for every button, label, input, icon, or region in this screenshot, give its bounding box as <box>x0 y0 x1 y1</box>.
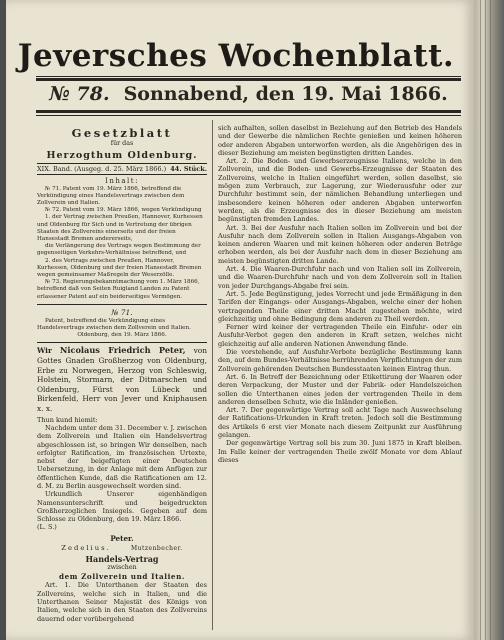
treaty-paragraph: Ferner wird keiner der vertragenden Theile ein Einfuhr- oder ein Ausfuhr-Verbot gegen den anderen in Kraft setzen, welches nicht gleichzeitig auf alle anderen Nationen Anwendung fände. <box>218 323 462 348</box>
treaty-paragraph: Art. 6. In Betreff der Bezeichnung oder Etikettirung der Waaren oder deren Verpackung, der Muster und der Fabrik- oder Handelszeichen sollen die Unterthanen eines jeden der vertragenden Theile in dem anderen denselben Schutz, wie die Inländer genießen. <box>218 372 462 406</box>
treaty-paragraph: Art. 3. Bei der Ausfuhr nach Italien sollen im Zollverein und bei der Ausfuhr nach dem Zollverein sollen in Italien Ausgangs-Abgaben von keinen anderen Waaren und mit keinen höheren oder anderen Beträge erhoben werden, als bei der Ausfuhr nach dem in dieser Beziehung am meisten begünstigten dritten Lande. <box>218 223 462 265</box>
decree-opening <box>37 346 207 413</box>
masthead-rule-top <box>36 76 461 77</box>
decree-countersign <box>37 544 207 552</box>
treaty-paragraph: Art. 2. Die Boden- und Gewerbserzeugnisse Italiens, welche in den Zollverein, und die Boden- und Gewerbs-Erzeugnisse der Staaten des Zollvereins, welche in Italien eingeführt werden, sollen daselbst, sie mögen zum Verbrauch, zur Lagerung, zur Wiederausfuhr oder zur Durchfuhr bestimmt sein, der nämlichen Behandlung unterliegen und insbesondere keinen höheren oder anderen Abgaben unterworfen werden, als die Erzeugnisse des in dieser Beziehung am meisten begünstigten fremden Landes. <box>218 157 462 224</box>
issue-number: № 78. <box>49 83 110 105</box>
column-divider <box>212 120 213 630</box>
treaty-paragraph: Art. 5. Jede Begünstigung, jedes Vorrecht und jede Ermäßigung in den Tarifen der Eingangs- oder Ausgangs-Abgaben, welche einer der hohen vertragenden Theile einer dritten Macht zugestehen möchte, wird gleichzeitig und ohne Bedingung dem anderen zu Theil werden. <box>218 289 462 323</box>
decree-close: Urkundlich Unserer eigenhändigen Namensunterschrift und beigedruckten Großherzoglichen Insiegels. Gegeben auf dem Schlosse zu Oldenburg, den 19. März 1866. <box>37 490 207 524</box>
separator <box>37 304 207 305</box>
gazette-for: für das <box>110 140 134 147</box>
contents-item: 2. des Vertrags zwischen Preußen, Hannover, Kurhessen, Oldenburg und der freien Hansestadt Bremen wegen gemeinsamer Maßregeln der Weserzölle. <box>37 257 202 279</box>
right-column <box>218 124 462 636</box>
contents-item: № 72. Patent vom 19. März 1866, wegen Verkündigung <box>45 207 202 214</box>
decree-announce: Thun kund hiemit: <box>37 415 98 424</box>
contents-item: № 71. Patent vom 19. März 1866, betreffend die Verkündigung eines Handelsvertrags zwischen dem Zollverein und Italien. <box>37 185 185 206</box>
treaty-article-1: Art. 1. Die Unterthanen der Staaten des Zollvereins, welche sich in Italien, und die Unterthanen Seiner Majestät des Königs von Italien, welche sich in den Staaten des Zollvereins dauernd oder vorübergehend <box>37 581 207 623</box>
issue-dateline: Sonnabend, den 19. Mai 1866. <box>123 83 448 105</box>
issue-line <box>36 80 461 108</box>
patent-number: № 71. <box>111 307 133 317</box>
gazette-duchy: Herzogthum Oldenburg. <box>46 149 198 161</box>
contents-item: die Verlängerung des Vertrags wegen Bestimmung der gegenseitigen Verkehrs-Verhältnisse betreffend, und <box>37 243 201 257</box>
treaty-paragraph: Art. 7. Der gegenwärtige Vertrag soll acht Tage nach Auswechselung der Ratifications-Urkunden in Kraft treten. Jedoch soll die Bestimmung des Artikels 6 erst vier Monate nach diesem Zeitpunkt zur Ausführung gelangen. <box>218 406 462 439</box>
masthead-title: Jeversches Wochenblatt. <box>17 38 455 74</box>
masthead-rule-bottom <box>36 115 461 116</box>
book-spine <box>474 0 504 640</box>
patent-summary: Patent, betreffend die Verkündigung eines Handelsvertrags zwischen dem Zollverein und Italien. <box>37 317 191 332</box>
masthead-rule-bottom-thick <box>36 110 461 113</box>
separator <box>37 342 207 343</box>
treaty-paragraph: sich aufhalten, sollen daselbst in Beziehung auf den Betrieb des Handels und der Gewerbe die nämlichen Rechte genießen und keinen höheren oder anderen Abgaben unterworfen werden, als die Angehörigen des in dieser Beziehung am meisten begünstigten dritten Landes. <box>218 124 462 157</box>
treaty-paragraph: Art. 4. Die Waaren-Durchfuhr nach und von Italien soll im Zollverein, und die Waaren-Durchfuhr nach und von dem Zollverein soll in Italien von jeder Durchgangs-Abgabe frei sein. <box>218 265 462 290</box>
decree-seal: (L. S.) <box>37 523 57 532</box>
treaty-paragraph: Die vorstehende, auf Ausfuhr-Verbote bezügliche Bestimmung kann den, auf dem Bundes-Verhältnisse herrührenden Verpflichtungen der zum Zollverein gehörenden Deutschen Bundesstaaten keinen Eintrag thun. <box>218 348 462 373</box>
treaty-between: zwischen <box>107 563 137 571</box>
decree-sovereign-name: Nicolaus Friedrich Peter, <box>59 345 186 356</box>
decree-titles: von Gottes Gnaden Großherzog von Oldenburg, Erbe zu Norwegen, Herzog von Schleswig, Holstein, Stormarn, der Ditmarschen und Oldenburg, Fürst von Lübeck und Birkenfeld, Herr von Jever und Kniphausen x. x. <box>37 346 207 414</box>
patent-place: Oldenburg, den 19. März 1866. <box>77 332 167 339</box>
decree-signature: Peter. <box>110 533 134 543</box>
band-info: XIX. Band. (Ausgeg. d. 25. März 1866.) <box>37 164 167 173</box>
contents-item: № 73. Regierungsbekanntmachung vom 1. März 1866, betreffend daß von Seiten Ruigland Landen zu Patent erlassener Patent auf ein beiderseitiges Vermögen. <box>37 279 200 300</box>
treaty-paragraph: Der gegenwärtige Vertrag soll bis zum 30. Juni 1875 in Kraft bleiben. Im Falle keiner der vertragenden Theile zwölf Monate vor dem Ablauf dieses <box>218 439 462 464</box>
countersign-right: Mutzenbecher. <box>130 544 183 552</box>
contents-heading: Inhalt: <box>105 176 139 185</box>
band-piece: 44. Stück. <box>170 164 207 173</box>
treaty-parties: dem Zollverein und Italien. <box>58 572 186 582</box>
band-row <box>37 163 207 175</box>
countersign-left: Zedelius. <box>61 543 111 552</box>
newspaper-page <box>6 0 474 640</box>
decree-body: Nachdem unter dem 31. December v. J. zwischen dem Zollverein und Italien ein Handelsvertrag abgeschlossen ist, so bringen Wir denselben, nach erfolgter Ratification, im französischen Urtexte, nebst der beigefügten einer Deutschen Uebersetzung, in der Anlage mit dem Anfügen zur öffentlichen Kunde, daß die Ratificationen am 12. d. M. zu Berlin ausgewechselt worden sind. <box>37 423 207 490</box>
gazette-title: Gesetzblatt <box>71 126 173 140</box>
left-column <box>37 124 207 636</box>
contents-item: 1. der Vertrag zwischen Preußen, Hannover, Kurhessen und Oldenburg für Sich und in Vertretung der übrigen Staaten des Zollvereins einerseits und der freien Hansestadt Bremen andererseits, <box>37 214 203 243</box>
decree-we: Wir <box>37 346 52 356</box>
treaty-title: Handels-Vertrag <box>85 553 159 564</box>
